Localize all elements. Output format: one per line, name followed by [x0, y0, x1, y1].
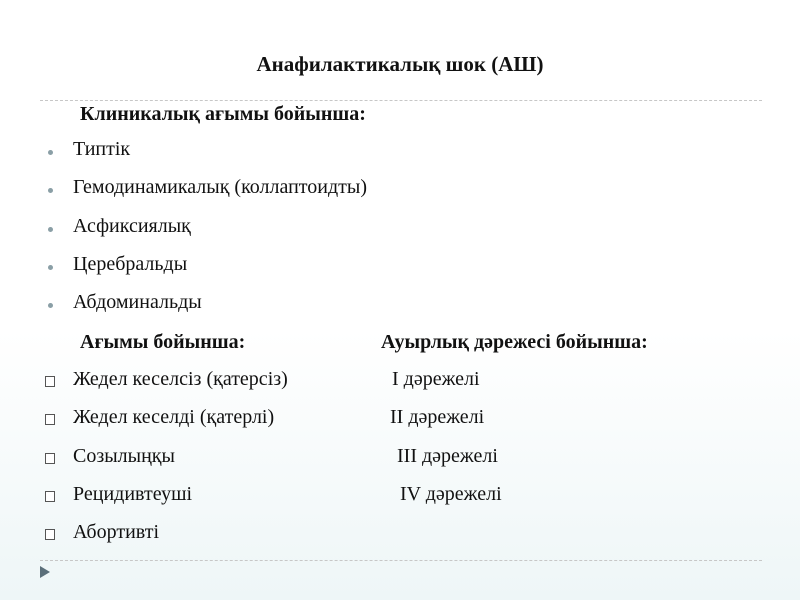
- round-bullet-icon: [48, 188, 53, 193]
- square-bullet-icon: [45, 453, 55, 464]
- round-bullet-icon: [48, 227, 53, 232]
- slide: Анафилактикалық шок (АШ) Клиникалық ағымы бойынша: Типтік Гемодинамикалық (коллаптоидты) Асфиксиялық Церебральды Абдоминальды Ағымы бойынша: Ауырлық дәрежесі бойынша: Жедел кеселсіз (қатерсіз) Жедел кеселді (қатерлі) Созылыңқы Рецидивтеуші Абортивті I дәрежелі II дәрежелі III дәрежелі IV дәрежелі: [0, 0, 800, 600]
- round-bullet-icon: [48, 150, 53, 155]
- square-bullet-icon: [45, 376, 55, 387]
- severity-degree-4: IV дәрежелі: [400, 483, 502, 505]
- round-bullet-icon: [48, 303, 53, 308]
- severity-degree-1: I дәрежелі: [392, 368, 480, 390]
- round-bullet-icon: [48, 265, 53, 270]
- severity-degree-2: II дәрежелі: [390, 406, 485, 428]
- clinical-course-heading: Клиникалық ағымы бойынша:: [80, 103, 366, 125]
- course-heading: Ағымы бойынша:: [80, 331, 246, 353]
- slide-title: Анафилактикалық шок (АШ): [256, 52, 544, 76]
- severity-degree-3: III дәрежелі: [397, 445, 498, 467]
- square-bullet-icon: [45, 491, 55, 502]
- square-bullet-icon: [45, 529, 55, 540]
- title-divider: [40, 100, 762, 101]
- severity-heading: Ауырлық дәрежесі бойынша:: [381, 331, 648, 353]
- square-bullet-icon: [45, 414, 55, 425]
- triangle-nav-icon[interactable]: [38, 565, 52, 579]
- footer-divider: [40, 560, 762, 561]
